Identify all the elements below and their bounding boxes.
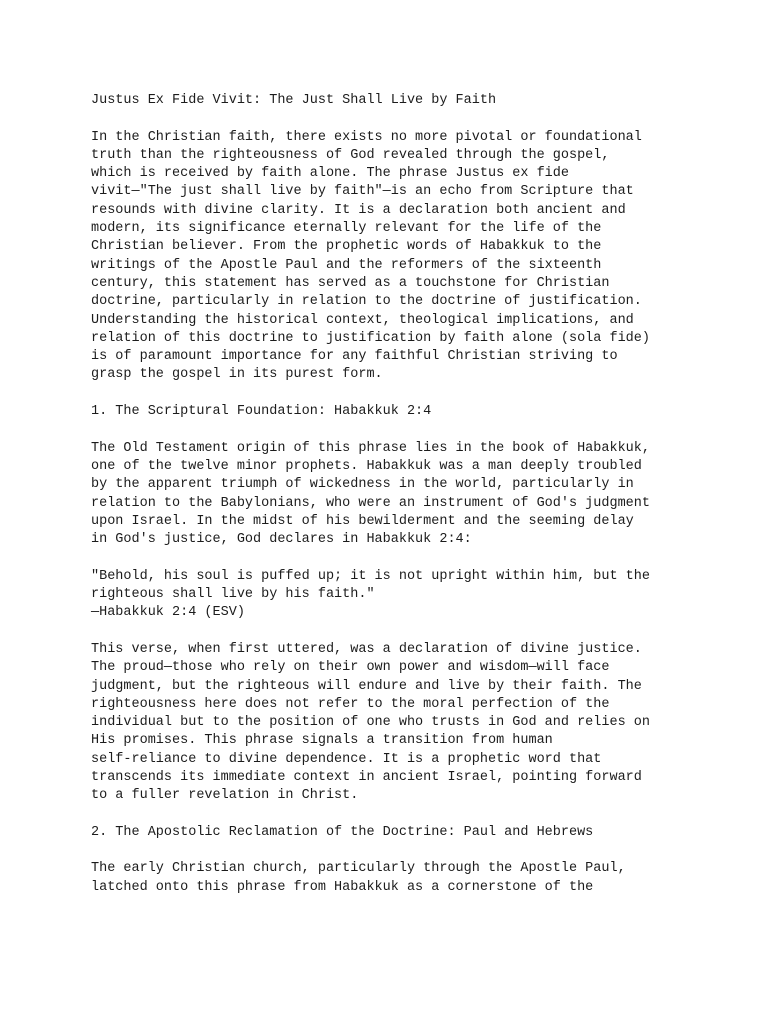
section-2-paragraph-1: The early Christian church, particularly through the Apostle Paul, latched onto this phrase from Habakkuk as a cornerstone of the bbox=[91, 861, 626, 895]
section-2-heading: 2. The Apostolic Reclamation of the Doctrine: Paul and Hebrews bbox=[91, 824, 594, 840]
document-body bbox=[91, 92, 731, 915]
section-1-paragraph-1: The Old Testament origin of this phrase lies in the book of Habakkuk, one of the twelve minor prophets. Habakkuk was a man deeply troubled by the apparent triumph of wickedness in the world, particularly in relation to the Babylonians, who were an instrument of God's judgment upon Israel. In the midst of his bewilderment and the seeming delay in God's justice, God declares in Habakkuk 2:4: bbox=[91, 440, 650, 548]
section-1-paragraph-2: This verse, when first uttered, was a declaration of divine justice. The proud—those who rely on their own power and wisdom—will face judgment, but the righteous will endure and live by their faith. The righteousness here does not refer to the moral perfection of the individual but to the position of one who trusts in God and relies on His promises. This phrase signals a transition from human self-reliance to divine dependence. It is a prophetic word that transcends its immediate context in ancient Israel, pointing forward to a fuller revelation in Christ. bbox=[91, 641, 650, 804]
intro-paragraph: In the Christian faith, there exists no more pivotal or foundational truth than the righteousness of God revealed through the gospel, which is received by faith alone. The phrase Justus ex fide vivit—"The just shall live by faith"—is an echo from Scripture that resounds with divine clarity. It is a declaration both ancient and modern, its significance eternally relevant for the life of the Christian believer. From the prophetic words of Habakkuk to the writings of the Apostle Paul and the reformers of the sixteenth century, this statement has served as a touchstone for Christian doctrine, particularly in relation to the doctrine of justification. Understanding the historical context, theological implications, and relation of this doctrine to justification by faith alone (sola fide) is of paramount importance for any faithful Christian striving to grasp the gospel in its purest form. bbox=[91, 129, 650, 383]
scripture-quote: "Behold, his soul is puffed up; it is not upright within him, but the righteous shall live by his faith." —Habakkuk 2:4 (ESV) bbox=[91, 568, 650, 621]
section-1-heading: 1. The Scriptural Foundation: Habakkuk 2:4 bbox=[91, 404, 432, 420]
document-title: Justus Ex Fide Vivit: The Just Shall Live by Faith bbox=[91, 93, 497, 108]
